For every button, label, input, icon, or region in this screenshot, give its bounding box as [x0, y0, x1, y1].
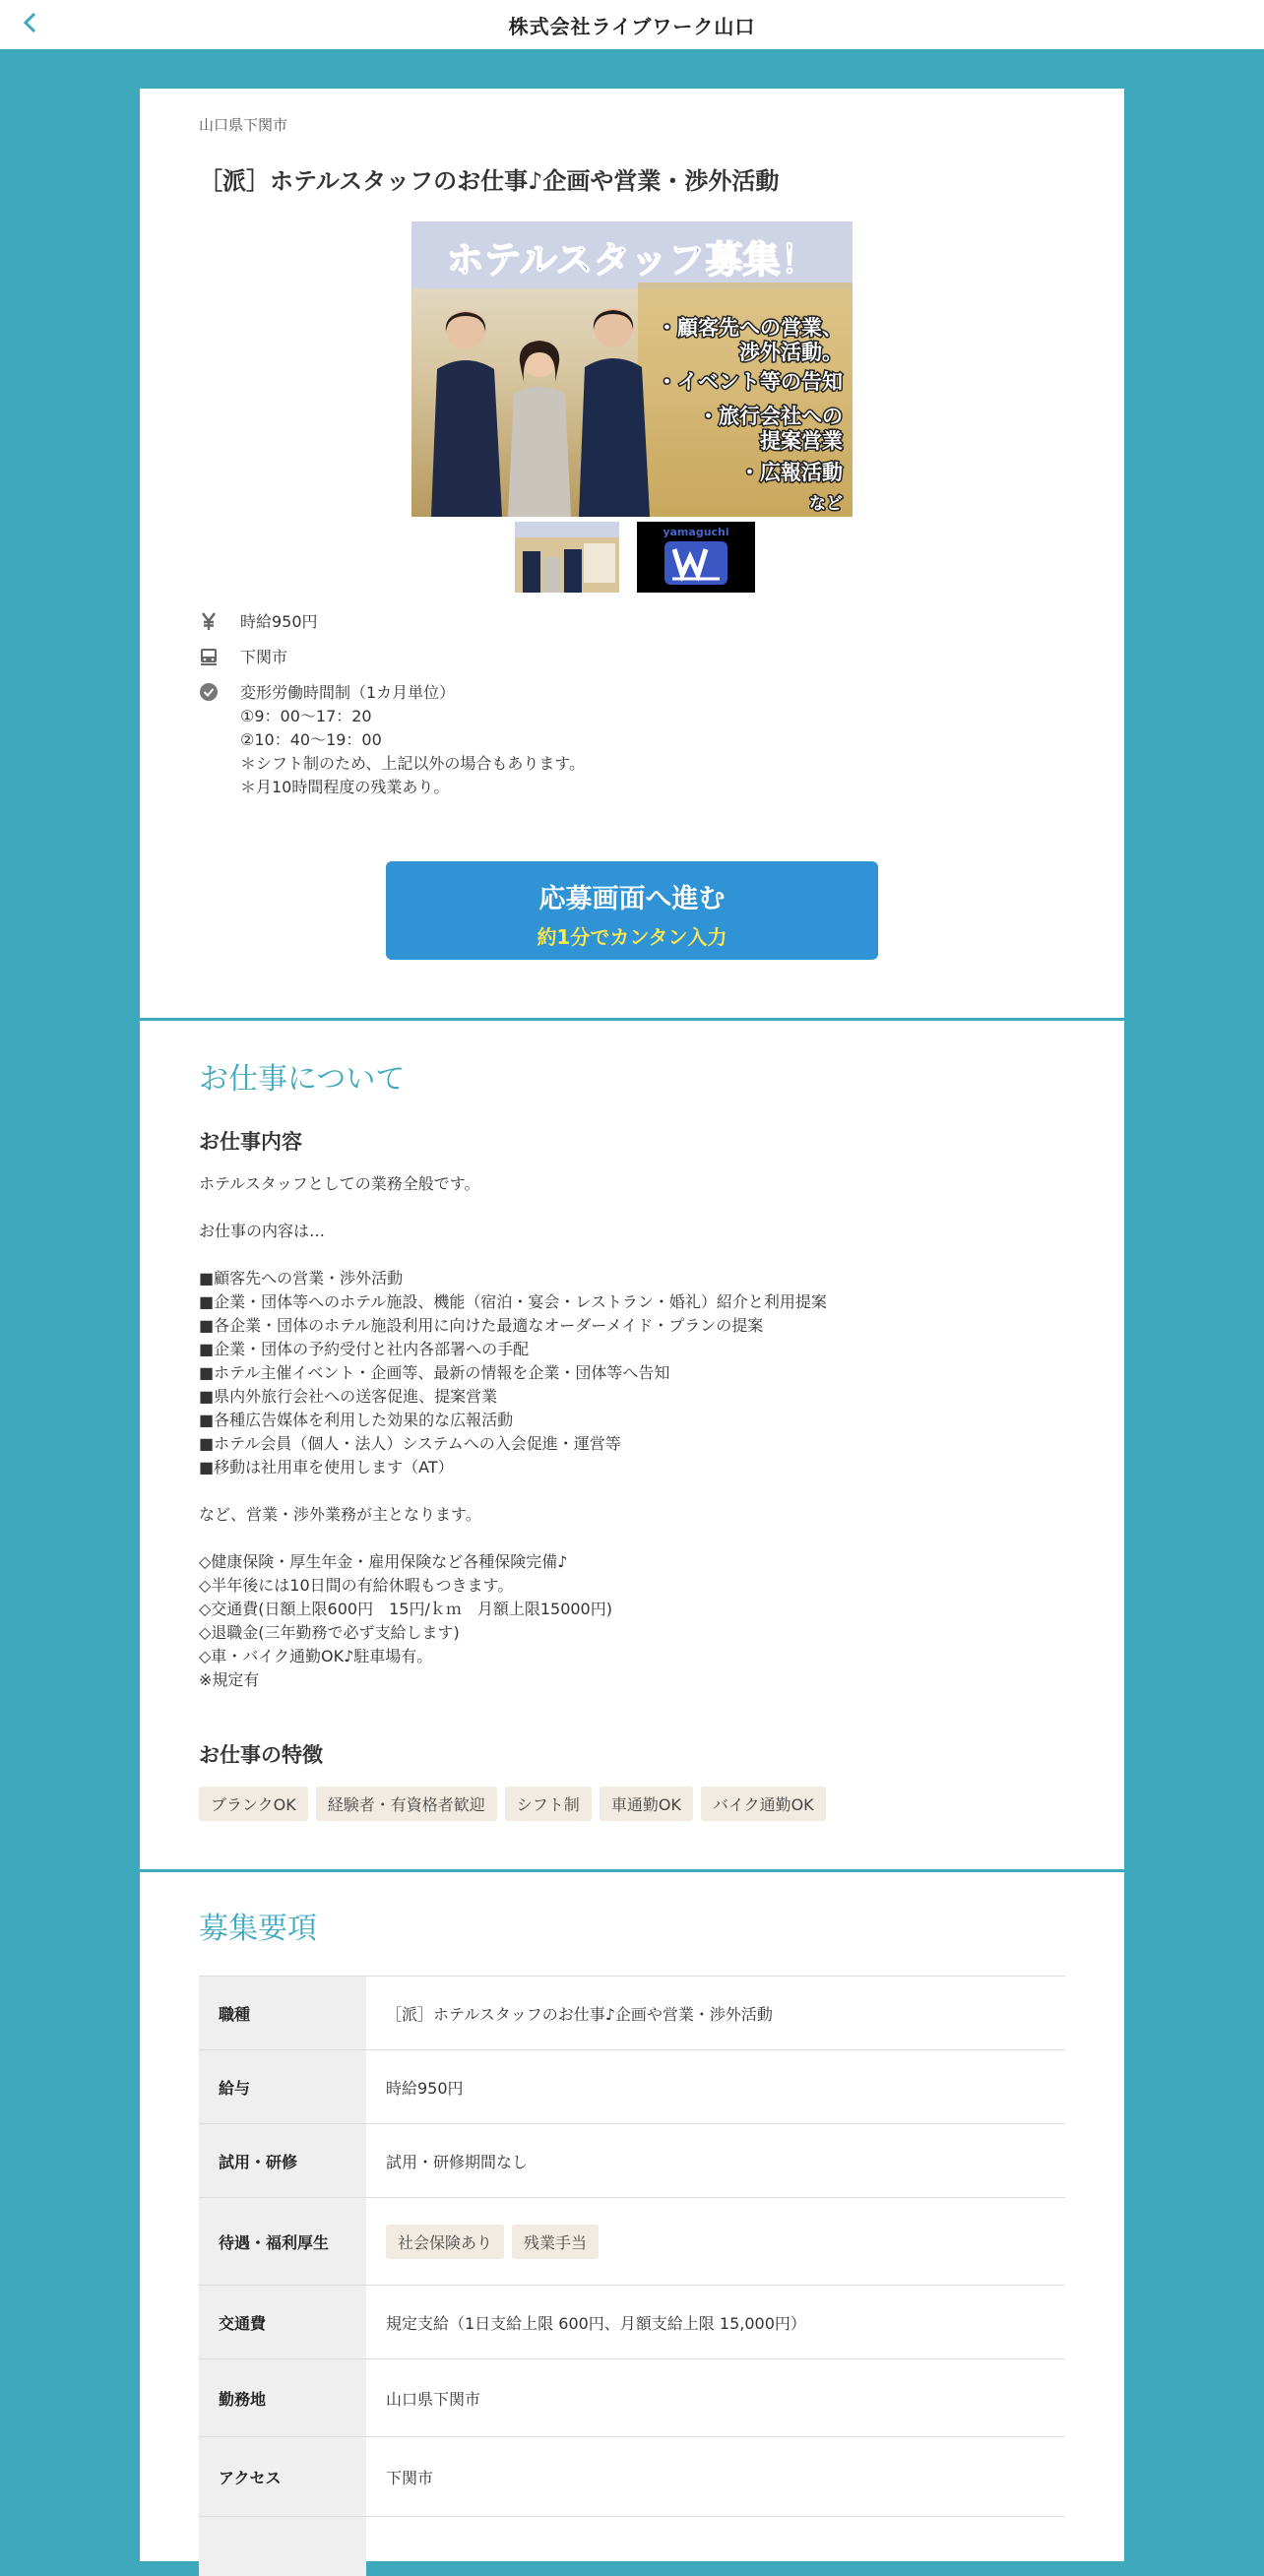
row-value: [366, 2198, 1065, 2285]
feature-tag: ブランクOK: [199, 1787, 308, 1821]
page-title: 株式会社ライブワーク山口: [508, 14, 756, 38]
hours-text: [240, 681, 585, 799]
thumbnail-1[interactable]: [515, 522, 619, 593]
row-label: 試用・研修: [199, 2124, 366, 2197]
feature-tag: 車通勤OK: [600, 1787, 693, 1821]
job-photo-graphic: [411, 221, 853, 517]
content-heading: お仕事内容: [199, 1130, 302, 1154]
row-label: 待遇・福利厚生: [199, 2198, 366, 2285]
thumbnail-2-graphic: [637, 522, 755, 593]
content-line: ※規定有: [199, 1670, 260, 1689]
photo-line-2: 渉外活動。: [739, 341, 843, 364]
row-value: 試用・研修期間なし: [386, 2152, 529, 2171]
hours-line: ＊シフト制のため、上記以外の場合もあります。: [240, 754, 586, 773]
table-row: [199, 2517, 1065, 2576]
hours-line: 変形労働時間制（1カ月単位）: [240, 683, 456, 702]
clock-check-icon: [199, 682, 219, 702]
benefit-tag: 残業手当: [512, 2225, 599, 2259]
content-line: ■企業・団体等へのホテル施設、機能（宿泊・宴会・レストラン・婚礼）紹介と利用提案: [199, 1292, 827, 1311]
features-heading: お仕事の特徴: [199, 1743, 323, 1767]
about-heading: お仕事について: [199, 1062, 406, 1097]
train-icon: [199, 647, 219, 666]
row-value: 下関市: [386, 2468, 434, 2487]
content-line: ■移動は社用車を使用します（AT）: [199, 1458, 454, 1476]
row-label: 勤務地: [199, 2359, 366, 2436]
station-row: [199, 646, 287, 669]
job-title: ［派］ホテルスタッフのお仕事♪企画や営業・渉外活動: [199, 167, 780, 195]
features-tags: [199, 1787, 1065, 1821]
apply-button-label: 応募画面へ進む: [538, 884, 726, 914]
feature-tag: シフト制: [505, 1787, 592, 1821]
content-line: ◇半年後には10日間の有給休暇もつきます。: [199, 1576, 514, 1595]
benefit-tag: 社会保険あり: [386, 2225, 504, 2259]
about-job-card: [140, 1021, 1124, 1869]
row-label: 交通費: [199, 2286, 366, 2358]
top-bar: [0, 0, 1264, 49]
row-value: 山口県下関市: [386, 2389, 481, 2409]
content-line: ■県内外旅行会社への送客促進、提案営業: [199, 1387, 498, 1406]
requirements-card: [140, 1872, 1124, 2561]
content-line: ◇車・バイク通勤OK♪駐車場有。: [199, 1647, 433, 1665]
row-label: 給与: [199, 2050, 366, 2123]
row-value: 時給950円: [386, 2078, 464, 2098]
yen-icon: [199, 611, 219, 631]
content-line: ホテルスタッフとしての業務全般です。: [199, 1174, 480, 1193]
salary-text: 時給950円: [240, 612, 318, 631]
thumbnail-2-logo-text: yamaguchi: [663, 526, 729, 538]
content-line: ■ホテル主催イベント・企画等、最新の情報を企業・団体等へ告知: [199, 1363, 670, 1382]
apply-button[interactable]: [386, 861, 878, 960]
thumbnail-1-graphic: [515, 522, 619, 593]
content-body: [199, 1172, 1065, 1692]
row-value: [366, 2517, 1065, 2576]
content-line: [199, 1243, 1065, 1267]
content-line: ◇健康保険・厚生年金・雇用保険など各種保険完備♪: [199, 1552, 568, 1571]
row-label: アクセス: [199, 2437, 366, 2516]
apply-button-sublabel: 約1分でカンタン入力: [537, 925, 727, 949]
feature-tag: 経験者・有資格者歓迎: [316, 1787, 497, 1821]
content-line: ◇退職金(三年勤務で必ず支給します): [199, 1623, 460, 1642]
content-line: ■各種広告媒体を利用した効果的な広報活動: [199, 1411, 514, 1429]
back-button[interactable]: [14, 8, 47, 41]
content-line: ■顧客先への営業・渉外活動: [199, 1269, 404, 1288]
table-row: [199, 2437, 1065, 2517]
photo-line-4: ・旅行会社への: [698, 405, 843, 428]
content-line: [199, 1479, 1065, 1503]
content-line: ■各企業・団体のホテル施設利用に向けた最適なオーダーメイド・プランの提案: [199, 1316, 764, 1335]
content-line: お仕事の内容は…: [199, 1222, 326, 1240]
table-row: [199, 2050, 1065, 2124]
photo-line-3: ・イベント等の告知: [657, 370, 843, 394]
table-row: [199, 2286, 1065, 2359]
feature-tag: バイク通勤OK: [701, 1787, 826, 1821]
hours-row: [199, 681, 585, 799]
photo-line-7: など: [809, 494, 843, 514]
job-summary-card: [140, 89, 1124, 1018]
content-line: [199, 1196, 1065, 1220]
content-line: ■企業・団体の予約受付と社内各部署への手配: [199, 1340, 530, 1358]
hours-line: ＊月10時間程度の残業あり。: [240, 778, 450, 796]
table-row: [199, 2198, 1065, 2286]
hours-line: ②10：40～19：00: [240, 730, 382, 749]
row-label: [199, 2517, 366, 2576]
job-photo[interactable]: [411, 221, 853, 517]
job-location: 山口県下関市: [199, 116, 288, 134]
requirements-table: [199, 1976, 1065, 2576]
benefit-tags: [386, 2225, 599, 2259]
hours-line: ①9：00～17：20: [240, 707, 372, 725]
content-line: など、営業・渉外業務が主となります。: [199, 1505, 481, 1524]
photo-banner-text: ホテルスタッフ募集！: [446, 238, 818, 282]
salary-row: [199, 610, 318, 634]
photo-line-5: 提案営業: [760, 429, 843, 453]
table-row: [199, 2124, 1065, 2198]
table-row: [199, 1977, 1065, 2050]
content-line: [199, 1527, 1065, 1550]
thumbnail-2[interactable]: [637, 522, 755, 593]
row-value: 規定支給（1日支給上限 600円、月額支給上限 15,000円）: [386, 2313, 806, 2333]
photo-line-1: ・顧客先への営業、: [657, 316, 843, 340]
station-text: 下関市: [240, 648, 288, 666]
requirements-heading: 募集要項: [199, 1912, 317, 1946]
photo-line-6: ・広報活動: [739, 461, 843, 484]
row-label: 職種: [199, 1977, 366, 2049]
chevron-left-icon: [14, 8, 47, 41]
content-line: ◇交通費(日額上限600円 15円/ｋｍ 月額上限15000円): [199, 1600, 612, 1618]
row-value: ［派］ホテルスタッフのお仕事♪企画や営業・渉外活動: [386, 2004, 773, 2024]
content-line: ■ホテル会員（個人・法人）システムへの入会促進・運営等: [199, 1434, 621, 1453]
table-row: [199, 2359, 1065, 2437]
